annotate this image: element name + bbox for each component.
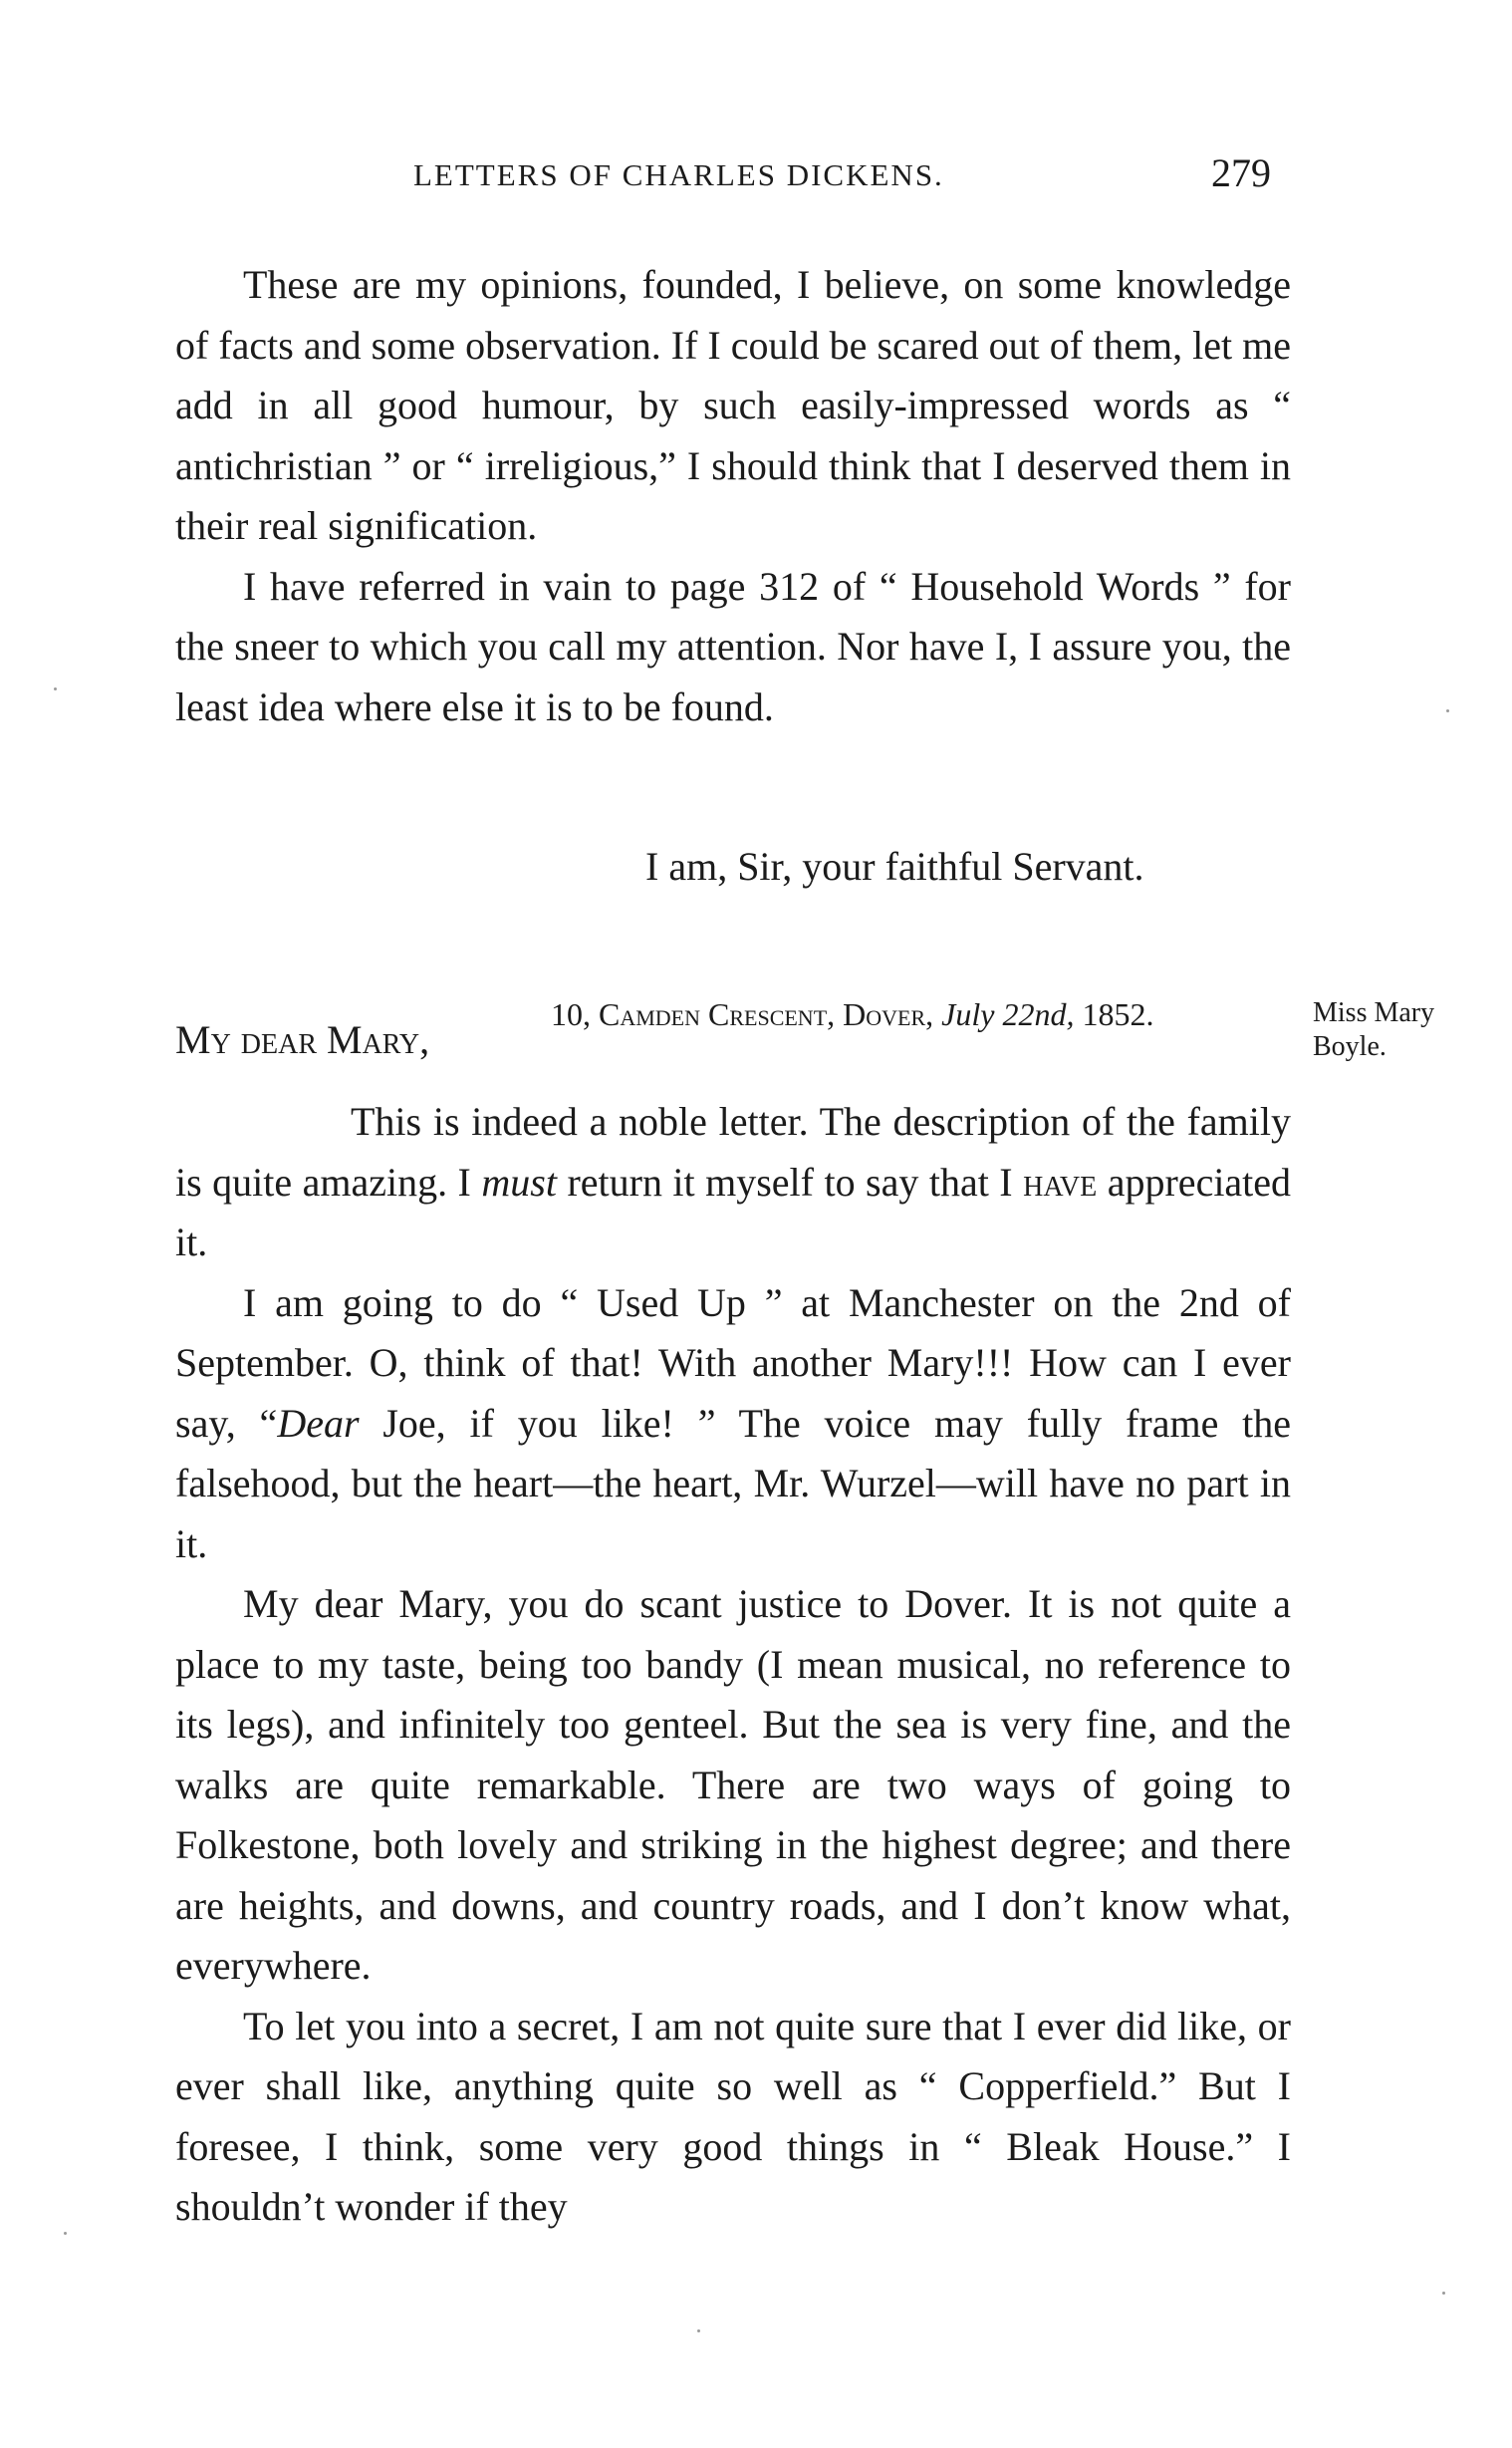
- letter-1-body: [175, 255, 1291, 737]
- letter-1-signoff: I am, Sir, your faithful Servant.: [645, 844, 1144, 889]
- emphasis-must: must: [481, 1159, 557, 1205]
- recipient-name-line-1: Miss Mary: [1313, 997, 1435, 1028]
- letter-2-body: [175, 1092, 1291, 2238]
- scan-speck: [1446, 709, 1449, 712]
- recipient-side-note: [1313, 996, 1434, 1064]
- scan-speck: [64, 2232, 67, 2235]
- letter-1-paragraph-2: I have referred in vain to page 312 of “ Household Words ” for the sneer to which you call my attention. Nor have I, I assure you, the least idea where else it is to be found.: [175, 563, 1291, 729]
- scan-speck: [1442, 2292, 1445, 2295]
- dateline-year: 1852.: [1082, 996, 1154, 1032]
- dateline-date: July 22nd,: [941, 996, 1075, 1032]
- paragraph-2-text-b: Joe, if you like! ” The voice may fully frame the falsehood, but the heart—the heart, Mr. Wurzel—will have no part in it.: [175, 1400, 1292, 1566]
- letter-2-paragraph-2: [175, 1273, 1291, 1575]
- paragraph-1-text-c: appreciated it.: [175, 1159, 1292, 1264]
- page-number: 279: [1211, 150, 1271, 195]
- running-head: LETTERS OF CHARLES DICKENS.: [413, 157, 944, 192]
- letter-2-salutation: My dear Mary,: [175, 1017, 430, 1062]
- letter-2-paragraph-1: [175, 1092, 1291, 1273]
- letter-2-paragraph-4: To let you into a secret, I am not quite sure that I ever did like, or ever shall like, anything quite so well as “ Copperfield.” But I foresee, I think, some very good things in “ Bleak House.” I shouldn’t wonder if they: [175, 2003, 1291, 2229]
- letter-2-dateline: [551, 996, 1153, 1033]
- paragraph-1-text-a: This is indeed a noble letter. The description of the family is quite amazing. I: [175, 1099, 1291, 1205]
- paragraph-1-text-b: return it myself to say that I: [567, 1159, 1013, 1205]
- letter-2-paragraph-3: My dear Mary, you do scant justice to Dover. It is not quite a place to my taste, being too bandy (I mean musical, no reference to its legs), and infinitely too genteel. But the sea is very fine, and the walks are quite remarkable. There are two ways of going to Folkestone, both lovely and striking in the highest degree; and there are heights, and downs, and country roads, and I don’t know what, everywhere.: [175, 1581, 1291, 1988]
- emphasis-dear: Dear: [277, 1400, 360, 1446]
- dateline-address-number: 10,: [551, 996, 591, 1032]
- paragraph-2-text-a: I am going to do “ Used Up ” at Manchester on the 2nd of September. O, think of that! With another Mary!!! How can I ever say, “: [175, 1279, 1291, 1446]
- letter-1-paragraph-1: These are my opinions, founded, I believe, on some knowledge of facts and some observation. If I could be scared out of them, let me add in all good humour, by such easily-impressed words as “ antichristian ” or “ irreligious,” I should think that I deserved them in their real signification.: [175, 262, 1291, 548]
- scan-speck: [54, 687, 57, 690]
- scan-speck: [697, 2329, 700, 2332]
- recipient-name-line-2: Boyle.: [1313, 1031, 1386, 1062]
- dateline-address-place: Camden Crescent, Dover,: [599, 996, 934, 1032]
- emphasis-have: have: [1023, 1159, 1098, 1205]
